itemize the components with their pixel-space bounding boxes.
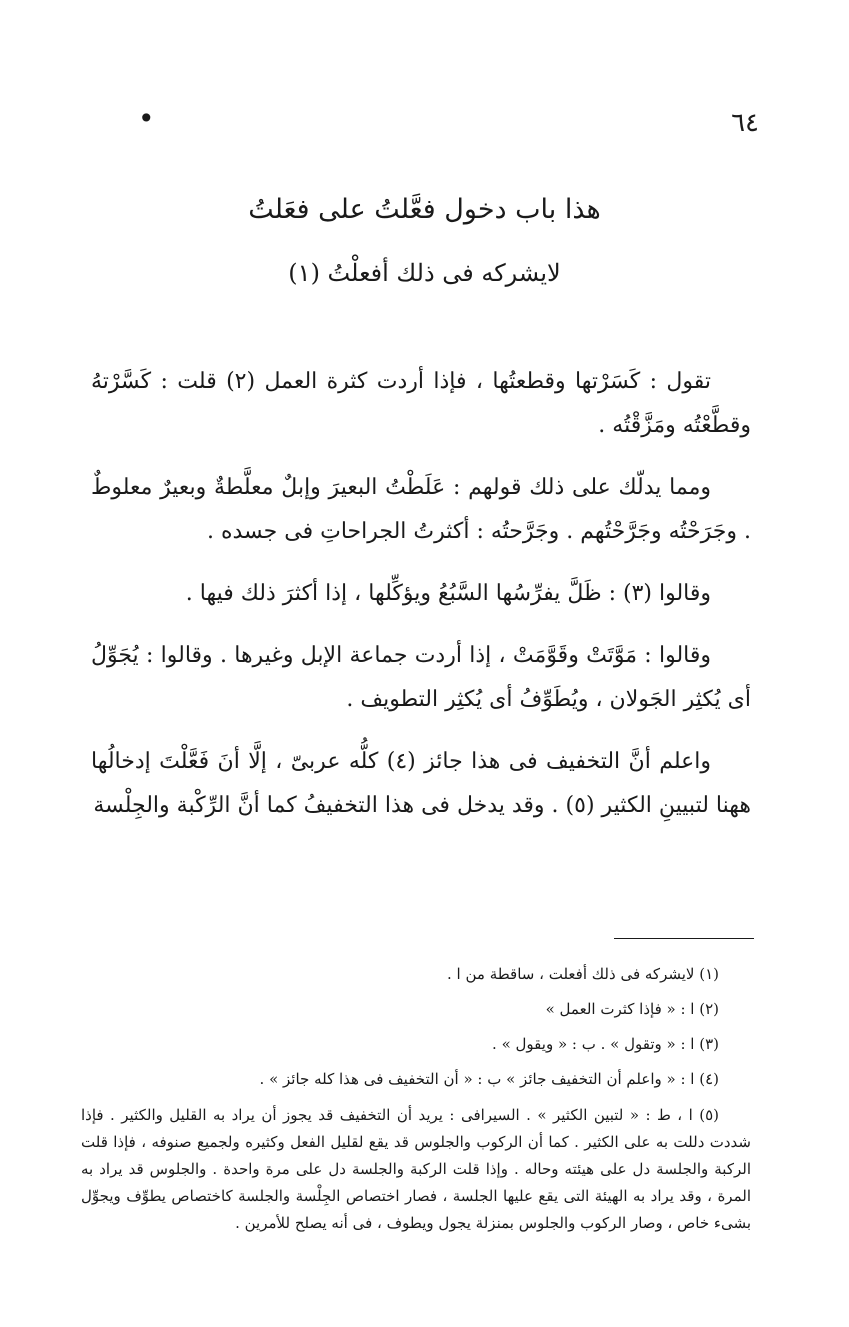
chapter-subtitle: لايشركه فى ذلك أفعلْتُ (١) xyxy=(288,259,561,287)
main-text xyxy=(91,360,751,846)
footnote: (٤) ا : « واعلم أن التخفيف جائز » ب : « أن التخفيف فى هذا كله جائز » . xyxy=(259,1070,719,1088)
footnotes xyxy=(81,962,751,1247)
paragraph: وقالوا (٣) : ظَلَّ يفرِّسُها السَّبُعُ ويؤكِّلها ، إذا أكثرَ ذلك فيها . xyxy=(185,581,711,606)
footnote: (١) لايشركه فى ذلك أفعلت ، ساقطة من ا . xyxy=(447,965,719,983)
footnote-divider xyxy=(614,938,754,939)
paragraph: وقالوا : مَوَّتَتْ وقَوَّمَتْ ، إذا أردت جماعة الإبل وغيرها . وقالوا : يُجَوِّلُ أى يُكثِر الجَولان ، ويُطَوِّفُ أى يُكثِر التطويف . xyxy=(91,643,751,712)
chapter-title: هذا باب دخول فعَّلتُ على فعَلتُ xyxy=(248,194,601,225)
footnote: (٥) ا ، ط : « لتبين الكثير » . السيرافى : يريد أن التخفيف قد يجوز أن يراد به القليل والكثير . فإذا شددت دللت به على الكثير . كما أن الركوب والجلوس قد يقع لقليل الفعل وكثيره ولجميع صنوفه ، فإذا قلت الركبة والجلسة دل على هيئته وحاله . وإذا قلت الركبة والجلسة دل على مرة واحدة . والجلوس قد يراد به المرة ، وقد يراد به الهيئة التى يقع عليها الجلسة ، فصار اختصاص الجِلْسة والجلسة كاختصاص يطوِّف ويجوِّل بشىء خاص ، وصار الركوب والجلوس بمنزلة يجول ويطوف ، فى أنه يصلح للأمرين . xyxy=(81,1106,751,1232)
page-number: ٦٤ xyxy=(731,108,759,138)
header-dot: • xyxy=(138,102,155,135)
footnote: (٢) ا : « فإذا كثرت العمل » xyxy=(545,1000,719,1018)
paragraph: تقول : كَسَرْتها وقطعتُها ، فإذا أردت كثرة العمل (٢) قلت : كَسَّرْتهُ وقطَّعْتُه ومَزَّقْتُه . xyxy=(91,369,751,438)
paragraph: ومما يدلّك على ذلك قولهم : عَلَطْتُ البعيرَ وإبلٌ معلَّطةٌ وبعيرٌ معلوطٌ . وجَرَحْتُه وجَرَّحْتُهم . وجَرَّحتُه : أكثرتُ الجراحاتِ فى جسده . xyxy=(91,475,751,544)
footnote: (٣) ا : « وتقول » . ب : « ويقول » . xyxy=(492,1035,719,1053)
paragraph: واعلم أنَّ التخفيف فى هذا جائز (٤) كلُّه عربىّ ، إلَّا أنَ فَعَّلْتَ إدخالُها ههنا لتبيينِ الكثير (٥) . وقد يدخل فى هذا التخفيفُ كما أنَّ الرِّكْبة والجِلْسة xyxy=(91,749,751,818)
